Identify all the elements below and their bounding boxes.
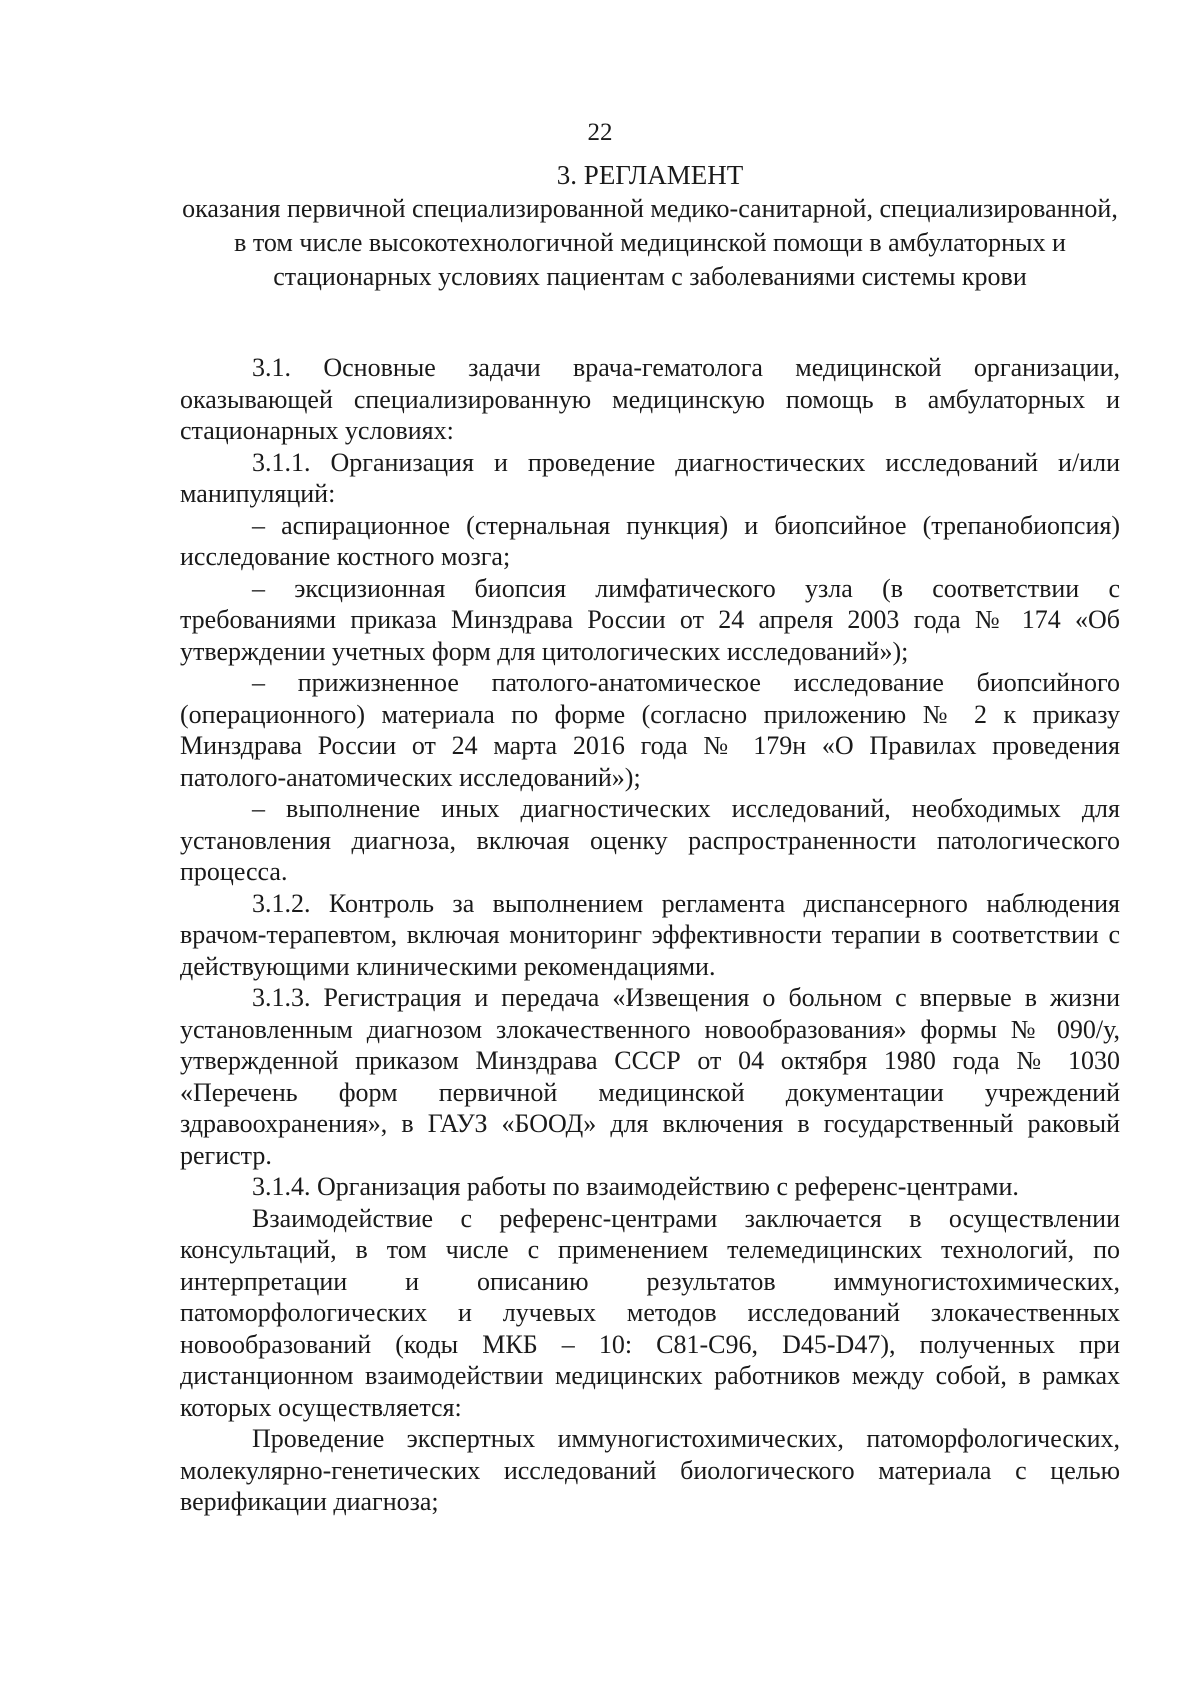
paragraph-3-1: 3.1. Основные задачи врача-гематолога медицинской организации, оказывающей специализированную медицинскую помощь в амбулаторных и стационарных условиях: (180, 353, 1120, 445)
paragraph-3-1-2: 3.1.2. Контроль за выполнением регламента диспансерного наблюдения врачом-терапевтом, включая мониторинг эффективности терапии в соответствии с действующими клиническими рекомендациями. (180, 888, 1120, 981)
section-subheading: оказания первичной специализированной медико-санитарной, специализированной, в том числе высокотехнологичной медицинской помощи в амбулаторных и стационарных условиях пациентам с заболеваниями системы крови (182, 194, 1118, 291)
list-item-aspiration: – аспирационное (стернальная пункция) и биопсийное (трепанобиопсия) исследование костного мозга; (180, 510, 1120, 571)
paragraph-3-1-1: 3.1.1. Организация и проведение диагностических исследований и/или манипуляций: (180, 447, 1120, 508)
document-body (180, 352, 1120, 1518)
paragraph-3-1-3: 3.1.3. Регистрация и передача «Извещения о больном с впервые в жизни установленным диагнозом злокачественного новообразования» формы № 090/у, утвержденной приказом Минздрава СССР от 04 октября 1980 года № 1030 «Перечень форм первичной медицинской документации учреждений здравоохранения», в ГАУЗ «БООД» для включения в государственный раковый регистр. (180, 983, 1120, 1170)
paragraph-3-1-4: 3.1.4. Организация работы по взаимодействию с референс-центрами. (252, 1172, 1019, 1201)
section-heading: 3. РЕГЛАМЕНТ (556, 160, 744, 190)
list-item-pathology-study: – прижизненное патолого-анатомическое исследование биопсийного (операционного) материала по форме (согласно приложению № 2 к приказу Минздрава России от 24 марта 2016 года № 179н «О Правилах проведения патолого-анатомических исследований»); (180, 668, 1120, 792)
list-item-excision-biopsy: – эксцизионная биопсия лимфатического узла (в соответствии с требованиями приказа Минздрава России от 24 апреля 2003 года № 174 «Об утверждении учетных форм для цитологических исследований»); (180, 573, 1120, 666)
list-item-other-diagnostics: – выполнение иных диагностических исследований, необходимых для установления диагноза, включая оценку распространенности патологического процесса. (180, 794, 1120, 886)
paragraph-expert-studies: Проведение экспертных иммуногистохимических, патоморфологических, молекулярно-генетических исследований биологического материала с целью верификации диагноза; (180, 1424, 1120, 1516)
paragraph-reference-centers: Взаимодействие с референс-центрами заключается в осуществлении консультаций, в том числе с применением телемедицинских технологий, по интерпретации и описанию результатов иммуногистохимических, патоморфологических и лучевых методов исследований злокачественных новообразований (коды МКБ – 10: С81-С96, D45-D47), полученных при дистанционном взаимодействии медицинских работников между собой, в рамках которых осуществляется: (180, 1203, 1120, 1422)
page-number: 22 (587, 119, 613, 146)
